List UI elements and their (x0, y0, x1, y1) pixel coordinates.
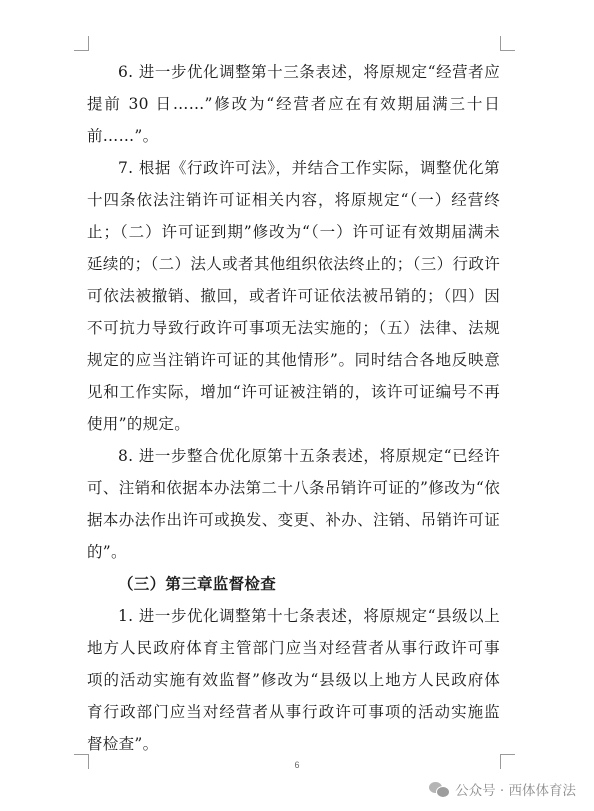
page-number: 6 (294, 760, 300, 770)
paragraph-line: 据本办法作出许可或换发、变更、补办、注销、吊销许可证 (87, 511, 500, 529)
paragraph-line: 1. 进一步优化调整第十七条表述，将原规定“县级以上 (118, 607, 500, 625)
watermark (429, 778, 576, 800)
paragraph-line: 的”。 (87, 543, 127, 561)
paragraph-line: 前……”。 (87, 127, 159, 145)
paragraph-line: 项的活动实施有效监督”修改为“县级以上地方人民政府体 (87, 671, 500, 689)
paragraph-line: 见和工作实际，增加“许可证被注销的，该许可证编号不再 (87, 383, 500, 401)
watermark-text: 公众号 · 西体体育法 (455, 783, 576, 799)
paragraph-line: 督检查”。 (87, 735, 159, 753)
paragraph-line: 使用”的规定。 (87, 415, 191, 433)
crop-mark-top-left (74, 36, 89, 51)
paragraph-line: 地方人民政府体育主管部门应当对经营者从事行政许可事 (87, 639, 500, 657)
paragraph-line: 可、注销和依据本办法第二十八条吊销许可证的”修改为“依 (87, 479, 500, 497)
paragraph-line: 可依法被撤销、撤回，或者许可证依法被吊销的；（四）因 (87, 287, 500, 305)
section-heading: （三）第三章监督检查 (118, 575, 277, 593)
paragraph-line: 不可抗力导致行政许可事项无法实施的；（五）法律、法规 (87, 319, 500, 337)
paragraph-line: 十四条依法注销许可证相关内容，将原规定“（一）经营终 (87, 191, 500, 209)
paragraph-line: 育行政部门应当对经营者从事行政许可事项的活动实施监 (87, 703, 500, 721)
paragraph-line: 止；（二）许可证到期”修改为“（一）许可证有效期届满未 (87, 223, 500, 241)
crop-mark-top-right (500, 36, 515, 51)
paragraph-line: 延续的；（二）法人或者其他组织依法终止的；（三）行政许 (87, 255, 500, 273)
wechat-icon (429, 781, 449, 797)
paragraph-line: 提前 30 日……”修改为“经营者应在有效期届满三十日 (87, 95, 500, 113)
paragraph-line: 规定的应当注销许可证的其他情形”。同时结合各地反映意 (87, 351, 500, 369)
document-body (87, 56, 500, 760)
paragraph-line: 7. 根据《行政许可法》，并结合工作实际，调整优化第 (118, 159, 500, 177)
paragraph-line: 6. 进一步优化调整第十三条表述，将原规定“经营者应 (118, 63, 500, 81)
paragraph-line: 8. 进一步整合优化原第十五条表述，将原规定“已经许 (118, 447, 500, 465)
